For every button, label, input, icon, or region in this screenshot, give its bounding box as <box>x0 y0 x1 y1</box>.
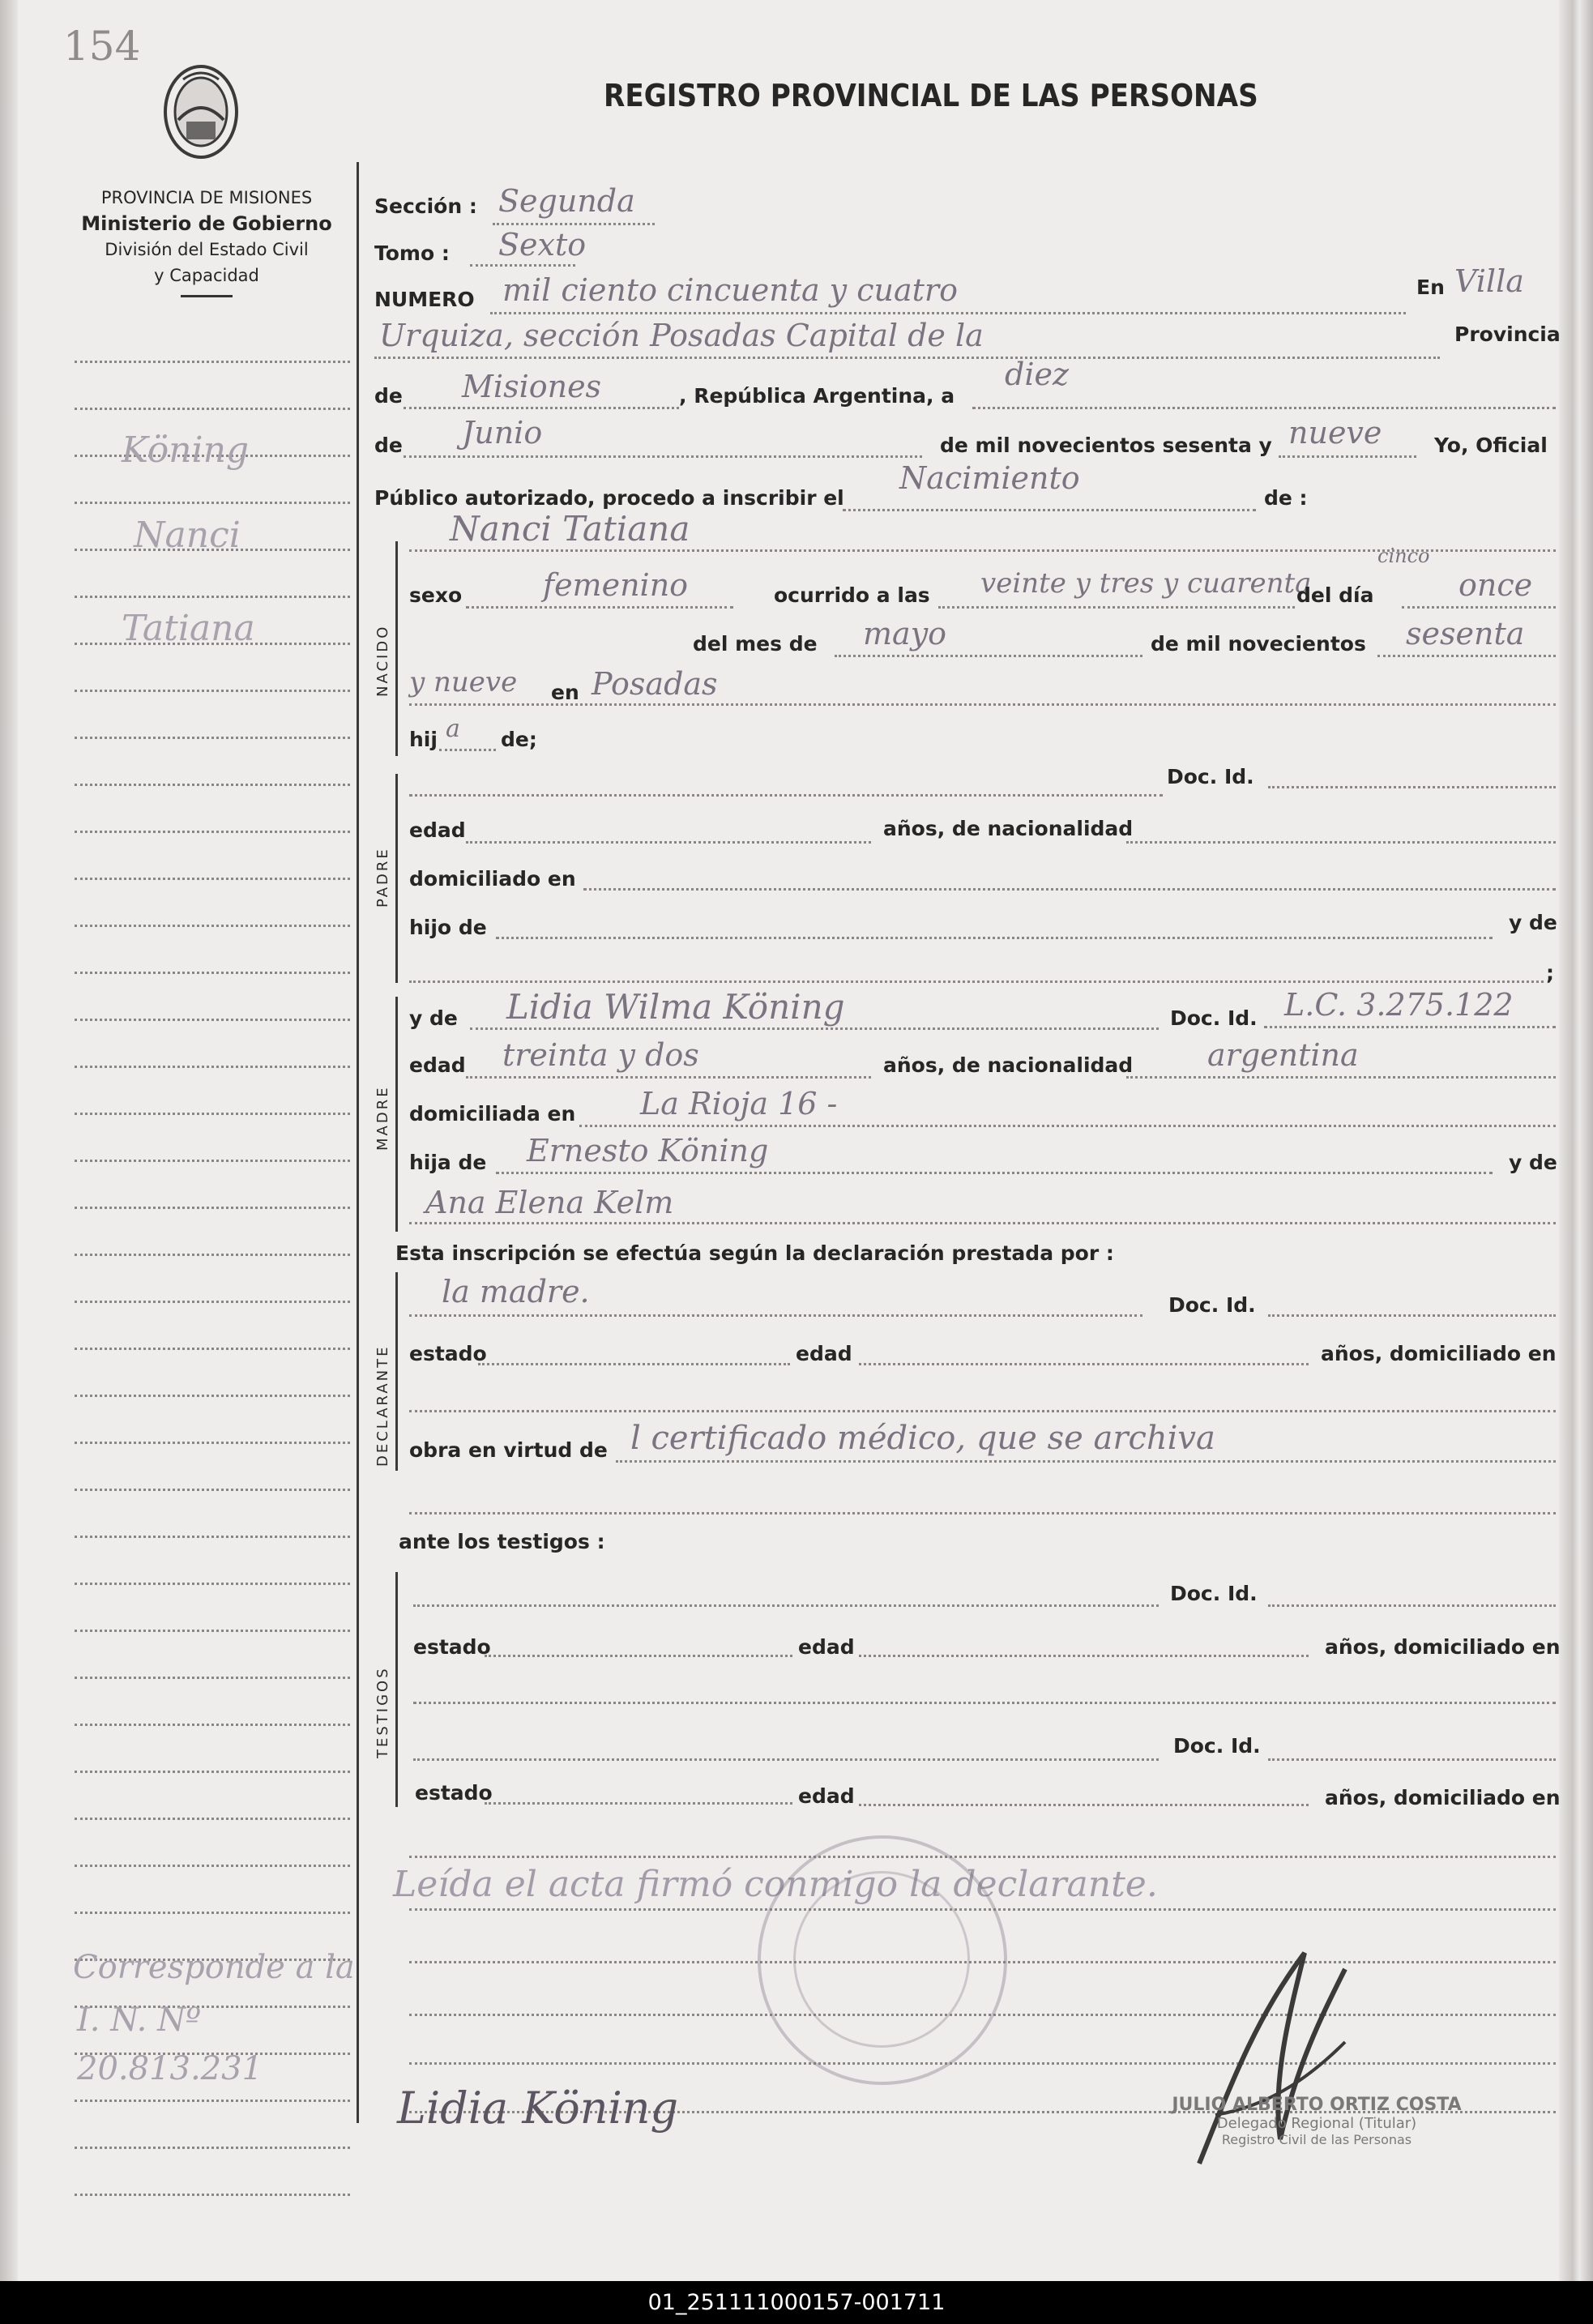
label-de-prov: de <box>374 384 403 408</box>
value-en: Villa <box>1454 263 1524 299</box>
margin-rule <box>75 596 350 598</box>
label-yo-oficial: Yo, Oficial <box>1434 434 1548 457</box>
padre-bracket <box>395 774 398 983</box>
official-name: JULIO ALBERTO ORTIZ COSTA <box>1172 2095 1462 2115</box>
margin-rule <box>75 361 350 363</box>
margin-rule <box>75 784 350 786</box>
section-padre: PADRE <box>374 847 391 908</box>
margin-rule <box>75 1818 350 1820</box>
margin-rule <box>75 408 350 410</box>
section-madre: MADRE <box>374 1085 391 1151</box>
official-round-stamp <box>758 1835 1007 2085</box>
label-sexo: sexo <box>409 583 463 607</box>
margin-name1: Nanci <box>134 515 241 556</box>
org-division: División del Estado Civil <box>105 240 309 259</box>
value-anio-nac: sesenta <box>1406 616 1525 651</box>
value-declarante: la madre. <box>442 1274 590 1309</box>
value-madre-nac: argentina <box>1207 1037 1359 1073</box>
org-province: PROVINCIA DE MISIONES <box>100 188 313 207</box>
margin-rule <box>75 1442 350 1444</box>
label-y-de-madre2: y de <box>1509 1151 1557 1174</box>
margin-rule <box>75 972 350 974</box>
margin-rule <box>75 1630 350 1632</box>
value-cierre: Leída el acta firmó conmigo la declarante. <box>393 1864 1158 1905</box>
org-capacity: y Capacidad <box>154 266 259 285</box>
value-abuelo: Ernesto Köning <box>527 1133 769 1168</box>
page-number: 154 <box>63 23 141 70</box>
label-doc-id-testigo2: Doc. Id. <box>1173 1734 1261 1758</box>
margin-rule <box>75 1066 350 1068</box>
margin-rule <box>75 2194 350 2196</box>
margin-rule <box>75 878 350 880</box>
value-anio: nueve <box>1288 415 1382 451</box>
margin-rule <box>75 2100 350 2102</box>
margin-rule <box>75 2147 350 2149</box>
margin-rule <box>75 1536 350 1538</box>
margin-rule <box>75 925 350 927</box>
label-dom-declarante: años, domiciliado en <box>1321 1342 1557 1365</box>
label-obra: obra en virtud de <box>409 1438 608 1462</box>
testigos-bracket <box>395 1572 398 1807</box>
section-declarante: DECLARANTE <box>374 1344 391 1467</box>
label-de-mil-nov: de mil novecientos <box>1151 632 1366 656</box>
label-domiciliado-padre: domiciliado en <box>409 867 576 891</box>
nacido-bracket <box>395 541 398 756</box>
image-id-footer: 01_251111000157-001711 <box>0 2281 1593 2324</box>
label-esta-inscripcion: Esta inscripción se efectúa según la declaración prestada por : <box>395 1241 1114 1265</box>
label-doc-id-declarante: Doc. Id. <box>1168 1293 1256 1317</box>
margin-rule <box>75 1395 350 1397</box>
value-obra: l certificado médico, que se archiva <box>630 1420 1215 1457</box>
value-mes-nac: mayo <box>863 616 947 651</box>
value-lugar-linea2: Urquiza, sección Posadas Capital de la <box>379 318 984 353</box>
label-edad-testigo2: edad <box>798 1784 855 1808</box>
label-seccion: Sección : <box>374 194 477 218</box>
label-de-semicolon: de; <box>501 728 537 751</box>
margin-rule <box>75 502 350 504</box>
label-dom-testigo1: años, domiciliado en <box>1325 1635 1561 1659</box>
page-title: REGISTRO PROVINCIAL DE LAS PERSONAS <box>604 78 1258 113</box>
label-estado-testigo2: estado <box>415 1781 493 1805</box>
margin-rule <box>75 1160 350 1162</box>
madre-bracket <box>395 997 398 1232</box>
value-madre-edad: treinta y dos <box>502 1037 699 1073</box>
label-edad-padre: edad <box>409 818 466 842</box>
signature-declarante: Lidia Köning <box>397 2083 679 2134</box>
label-semicolon: ; <box>1546 961 1554 985</box>
section-nacido: NACIDO <box>374 624 391 697</box>
value-hora: veinte y tres y cuarenta <box>980 567 1312 600</box>
label-estado-declarante: estado <box>409 1342 487 1365</box>
official-stamp-block <box>1130 2095 1503 2147</box>
label-y-de-padre: y de <box>1509 911 1557 934</box>
margin-note-in: I. N. Nº <box>77 2001 201 2039</box>
value-dia: diez <box>1005 357 1069 392</box>
label-republica: , República Argentina, a <box>679 384 955 408</box>
official-signature <box>1183 1920 1361 2188</box>
main-rule <box>357 162 359 2123</box>
label-en: En <box>1416 276 1445 299</box>
margin-name2: Tatiana <box>122 608 255 649</box>
margin-rule <box>75 1912 350 1914</box>
margin-rule <box>75 1724 350 1726</box>
value-inscribe: Nacimiento <box>899 460 1080 496</box>
value-sexo: femenino <box>543 567 689 603</box>
value-lugar: Posadas <box>592 666 718 702</box>
declarante-bracket <box>395 1272 398 1471</box>
margin-note-number: 20.813.231 <box>77 2050 263 2087</box>
value-tomo: Sexto <box>498 227 587 263</box>
margin-rule <box>75 1865 350 1867</box>
label-de-mes: de <box>374 434 403 457</box>
margin-rule <box>75 1301 350 1303</box>
value-mes: Junio <box>462 415 543 451</box>
label-en-lugar: en <box>551 681 579 704</box>
label-ocurrido: ocurrido a las <box>774 583 930 607</box>
value-nombre: Nanci Tatiana <box>450 509 690 549</box>
label-edad-declarante: edad <box>796 1342 852 1365</box>
value-minutos: cinco <box>1377 545 1430 567</box>
label-ante-testigos: ante los testigos : <box>399 1530 605 1553</box>
organization-block <box>57 185 357 297</box>
label-hijo-de-padre: hijo de <box>409 916 487 939</box>
page-right-edge <box>1559 0 1593 2281</box>
value-madre-nombre: Lidia Wilma Köning <box>506 987 845 1027</box>
label-de-mil: de mil novecientos sesenta y <box>940 434 1272 457</box>
label-domiciliada: domiciliada en <box>409 1102 576 1126</box>
value-seccion: Segunda <box>498 183 635 219</box>
label-de-colon: de : <box>1264 486 1308 510</box>
label-doc-id-madre: Doc. Id. <box>1170 1006 1258 1030</box>
value-anio-nac-cont: y nueve <box>409 666 518 698</box>
label-edad-madre: edad <box>409 1053 466 1077</box>
margin-rule <box>75 1254 350 1256</box>
margin-rule <box>75 1677 350 1679</box>
label-del-dia: del día <box>1296 583 1374 607</box>
page-left-edge <box>0 0 18 2281</box>
official-title: Delegado Regional (Titular) <box>1216 2115 1417 2132</box>
label-doc-id-testigo1: Doc. Id. <box>1170 1582 1258 1605</box>
value-madre-dom: La Rioja 16 - <box>640 1086 838 1121</box>
margin-rule <box>75 1207 350 1209</box>
label-dom-testigo2: años, domiciliado en <box>1325 1786 1561 1809</box>
coat-of-arms-seal <box>162 63 240 160</box>
label-hijo: hij <box>409 728 438 751</box>
margin-rule <box>75 1771 350 1773</box>
margin-rule <box>75 1348 350 1350</box>
label-y-de-madre: y de <box>409 1006 458 1030</box>
margin-surname: Köning <box>122 429 250 471</box>
value-madre-doc: L.C. 3.275.122 <box>1284 987 1514 1023</box>
value-hijo-suffix: a <box>446 715 460 743</box>
label-nac-padre: años, de nacionalidad <box>883 817 1134 840</box>
margin-rule <box>75 1583 350 1585</box>
org-ministry: Ministerio de Gobierno <box>81 212 332 235</box>
label-del-mes: del mes de <box>693 632 818 656</box>
margin-note-corresponde: Corresponde a la <box>73 1949 355 1986</box>
margin-rule <box>75 831 350 833</box>
margin-rule <box>75 1113 350 1115</box>
label-doc-id-padre: Doc. Id. <box>1167 765 1254 788</box>
label-nac-madre: años, de nacionalidad <box>883 1053 1134 1077</box>
value-dia-nac: once <box>1458 567 1533 603</box>
value-numero: mil ciento cincuenta y cuatro <box>502 272 958 308</box>
margin-rule <box>75 1019 350 1021</box>
margin-rule <box>75 737 350 739</box>
margin-rule <box>75 690 350 692</box>
margin-rule <box>75 1489 350 1491</box>
value-provincia: Misiones <box>462 369 602 404</box>
label-tomo: Tomo : <box>374 241 450 265</box>
section-testigos: TESTIGOS <box>374 1666 391 1758</box>
official-office: Registro Civil de las Personas <box>1221 2132 1412 2147</box>
label-estado-testigo1: estado <box>413 1635 491 1659</box>
label-edad-testigo1: edad <box>798 1635 855 1659</box>
value-abuela: Ana Elena Kelm <box>425 1185 674 1220</box>
label-provincia: Provincia <box>1454 323 1561 346</box>
label-publico: Público autorizado, procedo a inscribir el <box>374 486 844 510</box>
label-numero: NUMERO <box>374 288 475 311</box>
label-hija-de: hija de <box>409 1151 487 1174</box>
